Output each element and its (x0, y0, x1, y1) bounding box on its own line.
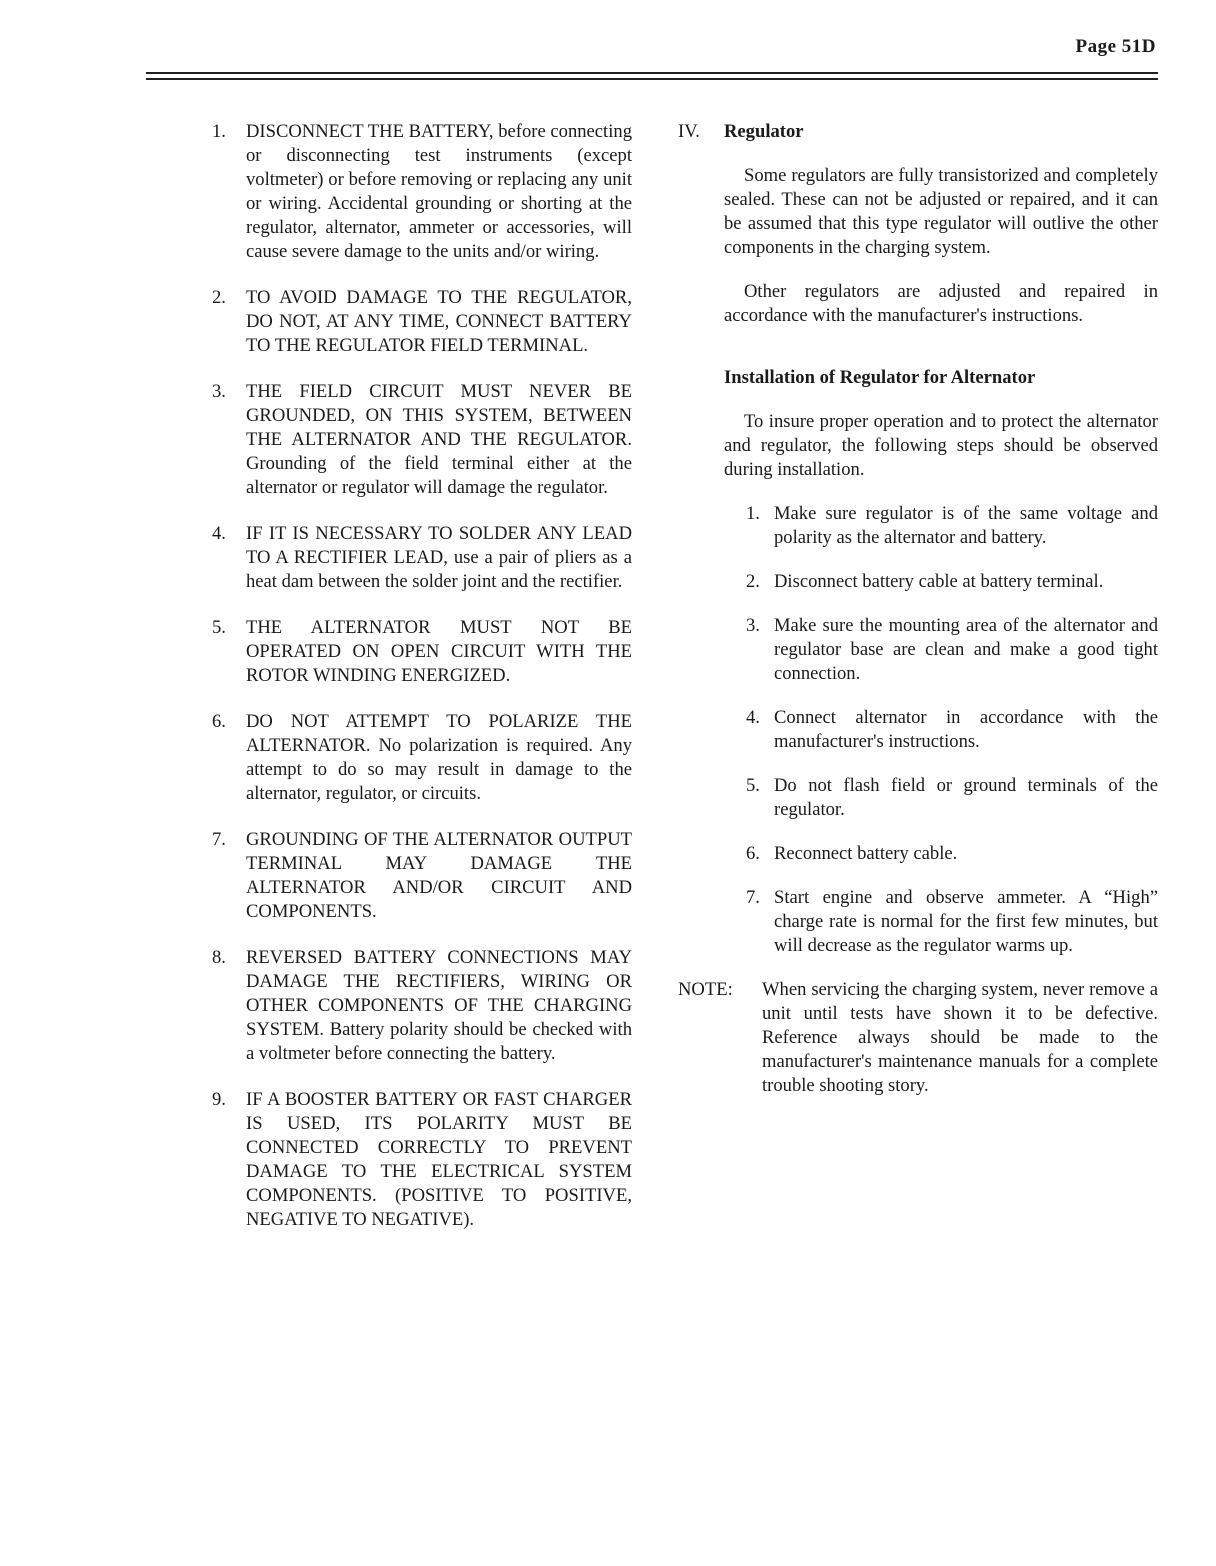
step-text: Do not flash field or ground terminals of the regulator. (774, 775, 1158, 820)
item-number: 7. (212, 829, 226, 850)
item-text: IF IT IS NECESSARY TO SOLDER ANY LEAD TO A RECTIFIER LEAD, use a pair of pliers as a heat dam between the solder joint and the rectifier. (246, 523, 632, 592)
section-title: Regulator (724, 121, 804, 142)
item-text: THE ALTERNATOR MUST NOT BE OPERATED ON OPEN CIRCUIT WITH THE ROTOR WINDING ENERGIZED. (246, 617, 632, 686)
right-column (678, 120, 1158, 1098)
step-item (746, 842, 1158, 866)
step-number: 5. (746, 775, 760, 796)
item-number: 4. (212, 523, 226, 544)
paragraph: Other regulators are adjusted and repaired in accordance with the manufacturer's instructions. (724, 281, 1158, 326)
item-number: 6. (212, 711, 226, 732)
note-label: NOTE: (678, 979, 733, 1000)
caution-item (212, 1088, 632, 1232)
item-text: THE FIELD CIRCUIT MUST NEVER BE GROUNDED, ON THIS SYSTEM, BETWEEN THE ALTERNATOR AND THE REGULATOR. Grounding of the field terminal either at the alternator or regulator will damage the regulator. (246, 381, 632, 498)
step-number: 2. (746, 571, 760, 592)
step-number: 6. (746, 843, 760, 864)
item-text: GROUNDING OF THE ALTERNATOR OUTPUT TERMINAL MAY DAMAGE THE ALTERNATOR AND/OR CIRCUIT AND COMPONENTS. (246, 829, 632, 922)
item-text: IF A BOOSTER BATTERY OR FAST CHARGER IS USED, ITS POLARITY MUST BE CONNECTED CORRECTLY TO PREVENT DAMAGE TO THE ELECTRICAL SYSTEM COMPONENTS. (POSITIVE TO POSITIVE, NEGATIVE TO NEGATIVE). (246, 1089, 632, 1230)
caution-item (212, 710, 632, 806)
step-item (746, 502, 1158, 550)
step-item (746, 774, 1158, 822)
item-number: 5. (212, 617, 226, 638)
item-number: 9. (212, 1089, 226, 1110)
step-item (746, 614, 1158, 686)
item-text: DISCONNECT THE BATTERY, before connecting or disconnecting test instruments (except voltmeter) or before removing or replacing any unit or wiring. Accidental grounding or shorting at the regulator, alternator, ammeter or accessories, will cause severe damage to the units and/or wiring. (246, 121, 632, 262)
step-text: Reconnect battery cable. (774, 843, 958, 864)
item-text: DO NOT ATTEMPT TO POLARIZE THE ALTERNATOR. No polarization is required. Any attempt to do so may result in damage to the alternator, regulator, or circuits. (246, 711, 632, 804)
section-heading (678, 120, 1158, 144)
step-number: 1. (746, 503, 760, 524)
step-item (746, 706, 1158, 754)
step-number: 4. (746, 707, 760, 728)
step-text: Disconnect battery cable at battery terminal. (774, 571, 1104, 592)
left-column (212, 120, 632, 1254)
caution-item (212, 380, 632, 500)
caution-item (212, 522, 632, 594)
item-number: 8. (212, 947, 226, 968)
note-text: When servicing the charging system, never remove a unit until tests have shown it to be defective. Reference always should be made to the manufacturer's maintenance manuals for a complete trouble shooting story. (762, 979, 1158, 1096)
step-text: Make sure regulator is of the same voltage and polarity as the alternator and battery. (774, 503, 1158, 548)
item-text: REVERSED BATTERY CONNECTIONS MAY DAMAGE THE RECTIFIERS, WIRING OR OTHER COMPONENTS OF THE CHARGING SYSTEM. Battery polarity should be checked with a voltmeter before connecting the battery. (246, 947, 632, 1064)
paragraph: Some regulators are fully transistorized and completely sealed. These can not be adjusted or repaired, and it can be assumed that this type regulator will outlive the other components in the charging system. (724, 165, 1158, 258)
step-text: Make sure the mounting area of the alternator and regulator base are clean and make a good tight connection. (774, 615, 1158, 684)
caution-item (212, 120, 632, 264)
item-text: TO AVOID DAMAGE TO THE REGULATOR, DO NOT, AT ANY TIME, CONNECT BATTERY TO THE REGULATOR FIELD TERMINAL. (246, 287, 632, 356)
step-item (746, 570, 1158, 594)
section-number: IV. (678, 121, 700, 142)
note (678, 978, 1158, 1098)
item-number: 2. (212, 287, 226, 308)
item-number: 1. (212, 121, 226, 142)
caution-item (212, 946, 632, 1066)
item-number: 3. (212, 381, 226, 402)
caution-item (212, 286, 632, 358)
header-rule-bottom (146, 78, 1158, 80)
header-rule-top (146, 72, 1158, 74)
step-text: Connect alternator in accordance with the manufacturer's instructions. (774, 707, 1158, 752)
caution-item (212, 616, 632, 688)
step-number: 7. (746, 887, 760, 908)
page-number: Page 51D (1075, 36, 1156, 57)
step-item (746, 886, 1158, 958)
step-text: Start engine and observe ammeter. A “High” charge rate is normal for the first few minutes, but will decrease as the regulator warms up. (774, 887, 1158, 956)
step-number: 3. (746, 615, 760, 636)
paragraph: To insure proper operation and to protect the alternator and regulator, the following steps should be observed during installation. (724, 411, 1158, 480)
subheading: Installation of Regulator for Alternator (724, 367, 1036, 388)
caution-item (212, 828, 632, 924)
installation-steps (746, 502, 1158, 958)
